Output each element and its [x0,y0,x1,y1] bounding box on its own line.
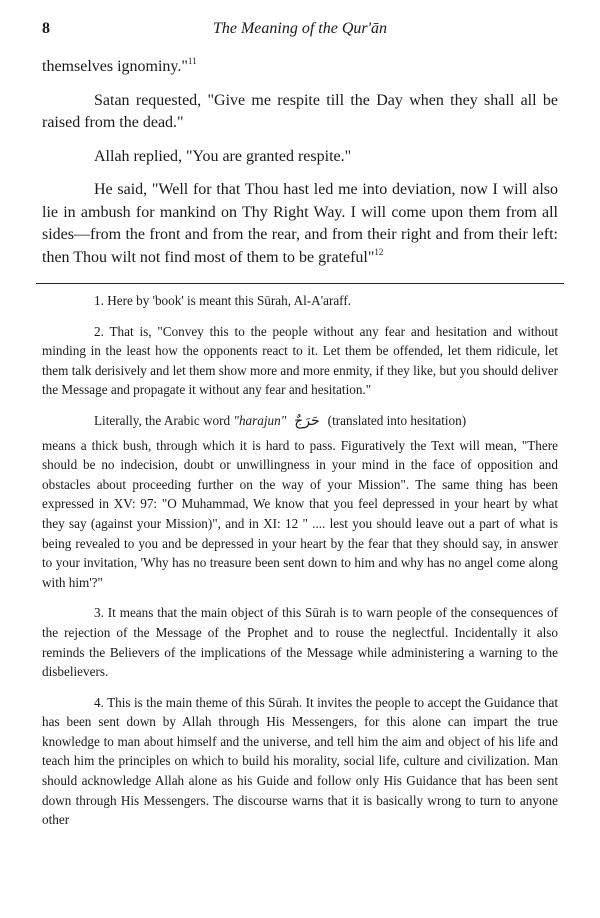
page-number: 8 [42,20,50,37]
main-text [42,56,558,280]
arabic-transliteration: "harajun" [233,412,287,428]
footnote-2: 2. That is, "Convey this to the people without any fear and hesitation and without minding in the least how the opponents react to it. Let them be offended, let them ridicule, let them talk derisively and let them show more and more enmity, if they like, but you should deliver the Message and propagate it without any fear and hesitation." [42,323,558,398]
page-header [42,20,558,42]
literal-text: (translated into hesitation) [327,412,467,428]
footnote-marker: 11 [187,56,197,66]
main-paragraph-text: themselves ignominy." [42,58,188,75]
footnote-1: 1. Here by 'book' is meant this Sūrah, Al-A'araff. [94,293,352,308]
footnote-4: 4. This is the main theme of this Sūrah. It invites the people to accept the Guidance that has been sent down by Allah through His Messengers, for this alone can impart the true knowledge to man about himself and the universe, and tell him the aim and object of his life and teach him the principles on which to build his morality, social life, culture and civilization. Man should acknowledge Allah alone as his Guide and follow only His Guidance that has been sent down through His Messengers. The discourse warns that it is basically wrong to turn to anyone other [42,694,558,828]
main-paragraph: Satan requested, "Give me respite till the Day when they shall all be raised from the dead." [42,91,558,131]
running-title: The Meaning of the Qur'ān [212,20,388,37]
footnote-marker: 12 [374,246,384,257]
footnote-2-literal [42,411,558,432]
footnotes [42,291,558,841]
footnote-2-continued: means a thick bush, through which it is hard to pass. Figuratively the Text will mean, "There should be no indecision, doubt or unwillingness in your mind in the face of opposition and obstacles about proceeding further on the way of your Mission". The same thing has been expressed in XV: 97: "O Muhammad, We know that you feel depressed in your heart by what they say (against your Mission)", and in XI: 12 " .... lest you should leave out a part of what is being revealed to you and be depressed in your heart by the fear that they should say, in answer to your invitation, 'Why has no treasure been sent down to him and why has no angel come along with him'?" [42,437,558,590]
main-paragraph [42,56,558,79]
footnote-3: 3. It means that the main object of this Sūrah is to warn people of the consequences of the rejection of the Message of the Prophet and to rouse the neglectful. Incidentally it also reminds the Believers of the implications of the Message while administering a warning to the disbelievers. [42,605,558,680]
main-paragraph [42,179,558,269]
arabic-word: حَرَجٌ [294,412,320,429]
footnote-divider [36,283,564,284]
literal-text: Literally, the Arabic word [94,412,231,428]
main-paragraph-text: He said, "Well for that Thou hast led me into deviation, now I will also lie in ambush for mankind on Thy Right Way. I will come upon them from all sides—from the front and from the rear, and from their right and from their left: then Thou wilt not find most of them to be grateful" [42,181,558,266]
main-paragraph: Allah replied, "You are granted respite." [94,147,352,165]
